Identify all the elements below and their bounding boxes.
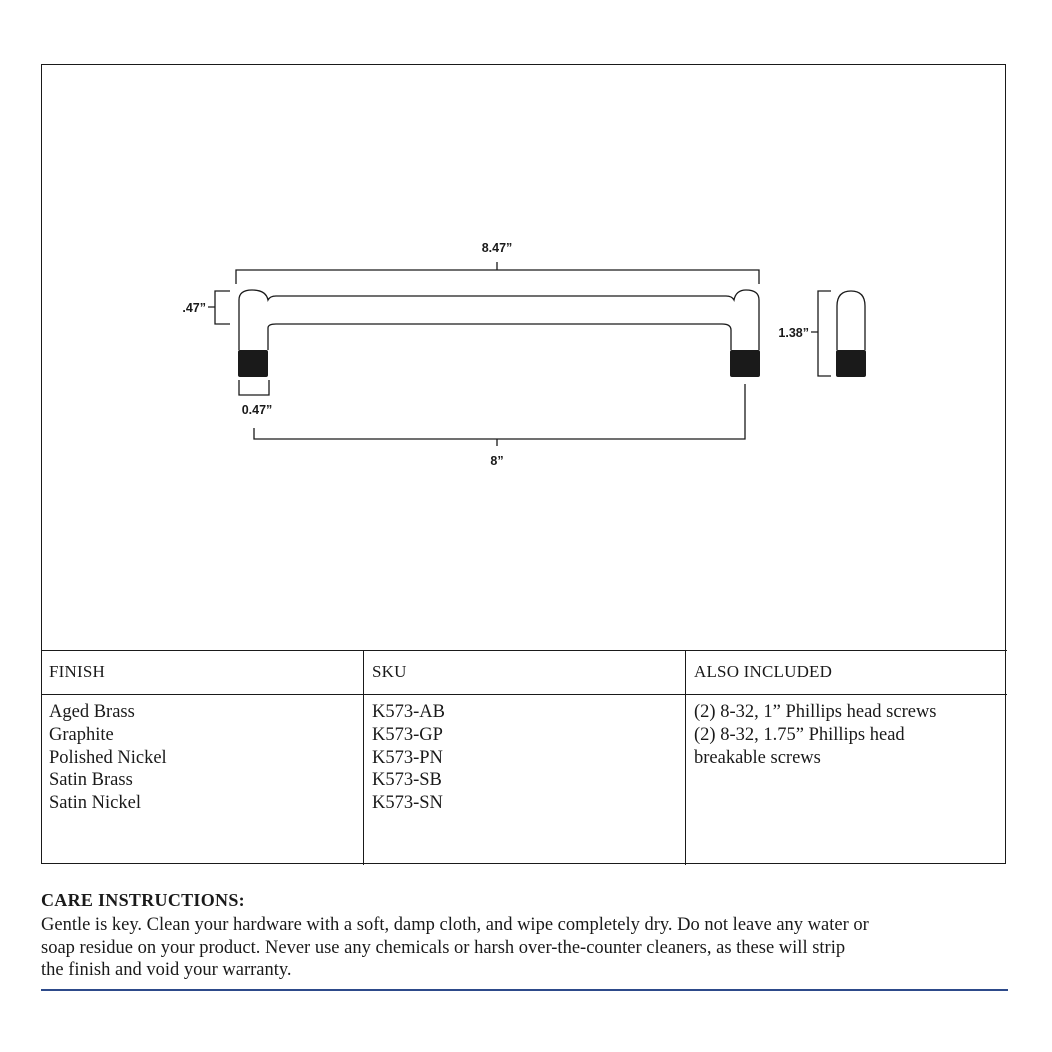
side-view-outline [837,291,865,350]
bar-diameter-label: .47” [182,301,206,315]
included-header: ALSO INCLUDED [686,651,1007,695]
right-post-base [730,350,760,377]
bar-diameter-dim-line [208,291,230,324]
handle-outline [239,290,759,350]
side-view-base [836,350,866,377]
care-instructions [41,890,1007,982]
finish-item: Graphite [49,724,114,745]
included-item: (2) 8-32, 1.75” Phillips head [694,724,905,745]
sku-item: K573-PN [372,747,443,768]
footer-rule [41,989,1008,991]
finish-item: Satin Nickel [49,793,141,814]
finish-item: Polished Nickel [49,747,167,768]
post-width-dim-line [239,380,269,395]
center-distance-dim-line [254,384,745,446]
projection-dim-line [811,291,831,376]
sku-column [363,651,685,865]
left-post-base [238,350,268,377]
finish-header: FINISH [41,651,363,695]
care-text: Gentle is key. Clean your hardware with a soft, damp cloth, and wipe completely dry. Do not leave any water or soap residue on your product. Never use any chemicals or harsh over-the-counter cleaners, as these will strip the finish and void your warranty. [41,915,869,980]
post-width-label: 0.47” [241,403,273,417]
sku-item: K573-GP [372,724,443,745]
sku-header: SKU [364,651,685,695]
projection-label: 1.38” [778,326,809,340]
sku-item: K573-AB [372,702,445,722]
included-column [685,651,1007,865]
spec-table [41,650,1007,865]
overall-length-dim-line [236,262,759,284]
sku-item: K573-SN [372,793,443,814]
included-item: (2) 8-32, 1” Phillips head screws [694,702,937,722]
center-distance-label: 8” [490,454,504,468]
care-title: CARE INSTRUCTIONS: [41,890,245,910]
sku-item: K573-SB [372,770,442,791]
finish-item: Aged Brass [49,702,135,722]
finish-item: Satin Brass [49,770,133,791]
overall-length-label: 8.47” [481,241,513,255]
finish-column [41,651,363,865]
included-item: breakable screws [694,747,821,768]
